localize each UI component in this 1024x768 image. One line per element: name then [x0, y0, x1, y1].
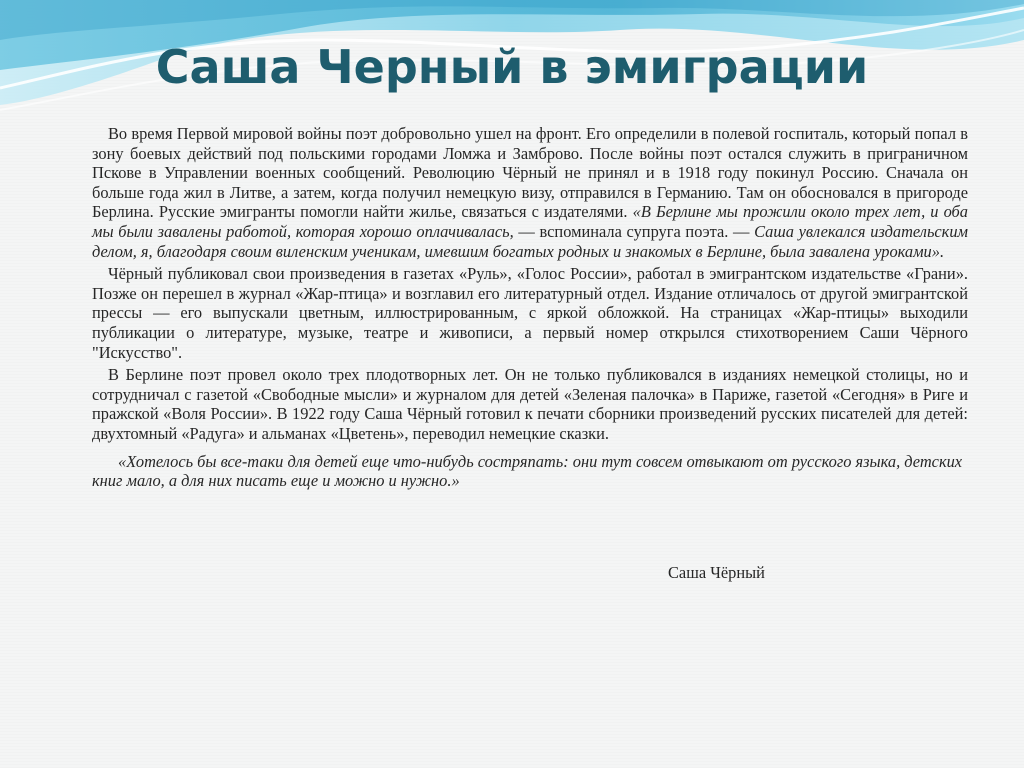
paragraph-1-quote-b: Саша увлекался издательским делом, я, благодаря своим виленским ученикам, имевшим богатых родных и знакомых в Берлине, была завалена уроками».: [92, 221, 968, 261]
signature: Саша Чёрный: [668, 563, 765, 582]
body-text: [92, 124, 968, 494]
closing-quote: «Хотелось бы все-таки для детей еще что-нибудь состряпать: они тут совсем отвыкают от русского языка, детских книг мало, а для них писать еще и можно и нужно.»: [92, 451, 963, 491]
slide-title: Саша Черный в эмиграции: [155, 40, 869, 94]
paragraph-1: [92, 124, 968, 261]
paragraph-3: В Берлине поэт провел около трех плодотворных лет. Он не только публиковался в изданиях немецкой столицы, но и сотрудничал с газетой «Свободные мысли» и журналом для детей «Зеленая палочка» в Париже, газетой «Сегодня» в Риге и пражской «Воля России». В 1922 году Саша Чёрный готовил к печати сборники произведений русских писателей для детей: двухтомный «Радуга» и альманах «Цветень», переводил немецкие сказки.: [92, 365, 968, 443]
paragraph-1-attribution: — вспоминала супруга поэта. —: [513, 221, 755, 241]
paragraph-1-text: Во время Первой мировой войны поэт добровольно ушел на фронт. Его определили в полевой госпиталь, который попал в зону боевых действий под польскими городами Ломжа и Замброво. После войны поэт остался служить в приграничном Пскове в Управлении военных сообщений. Революцию Чёрный не принял и в 1918 году покинул Россию. Сначала он больше года жил в Литве, а затем, когда получил немецкую визу, отправился в Германию. Там он обосновался в пригороде Берлина. Русские эмигранты помогли найти жилье, связаться с издателями.: [92, 124, 968, 222]
paragraph-1-quote-a: «В Берлине мы прожили около трех лет, и оба мы были завалены работой, которая хорошо оплачивалась,: [92, 202, 968, 241]
paragraph-2: Чёрный публиковал свои произведения в газетах «Руль», «Голос России», работал в эмигрантском издательстве «Грани». Позже он перешел в журнал «Жар-птица» и возглавил его литературный отдел. Издание отличалось от другой эмигрантской прессы — его выпускали цветным, иллюстрированным, с яркой обложкой. На страницах «Жар-птицы» выходили публикации о литературе, музыке, театре и живописи, а первый номер открылся стихотворением Саши Чёрного "Искусство".: [92, 264, 968, 362]
